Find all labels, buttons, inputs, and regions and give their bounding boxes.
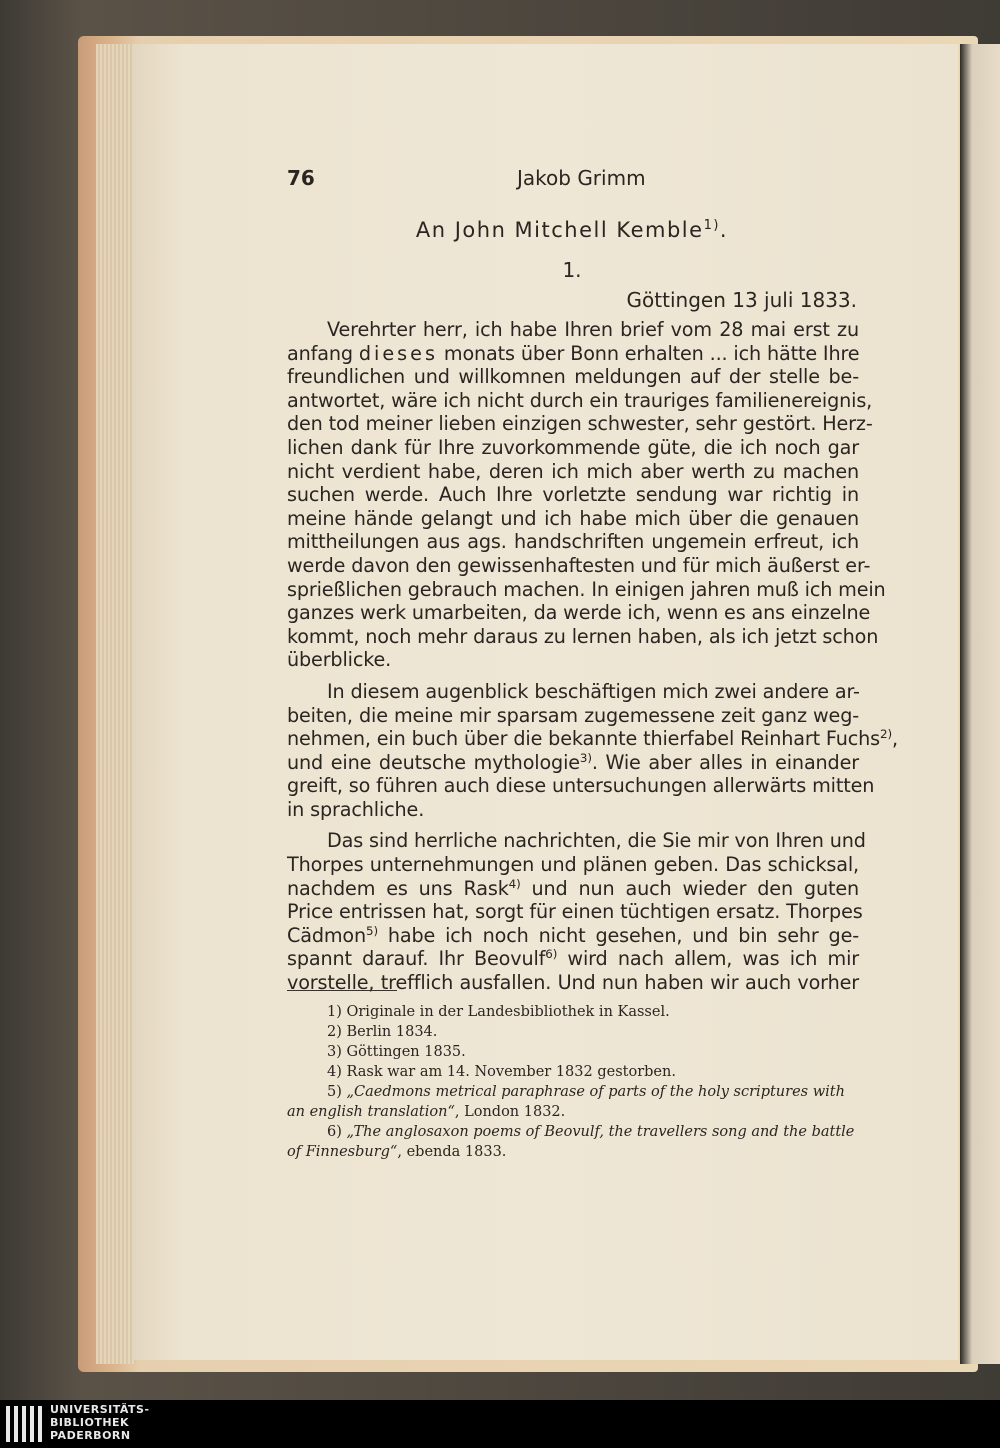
library-logo-line: PADERBORN <box>50 1429 131 1442</box>
footnote-6 <box>287 1122 859 1142</box>
running-head <box>287 166 857 196</box>
library-logo-text <box>50 1403 150 1442</box>
text-line: freundlichen und willkomnen meldungen auf der stelle be- <box>287 365 859 389</box>
footnote-ref-4: 4) <box>508 876 521 891</box>
text-line: nicht verdient habe, deren ich mich aber werth zu machen <box>287 459 859 483</box>
text-line: Price entrissen hat, sorgt für einen tüchtigen ersatz. Thorpes <box>287 900 863 924</box>
footnote-ref-1: 1) <box>703 218 720 234</box>
footnote-title: of Finnesburg“ <box>287 1144 398 1160</box>
footnote-title: „The anglosaxon poems of Beovulf, the travellers song and the battle <box>346 1124 855 1140</box>
footnote-5 <box>287 1082 859 1102</box>
text-line <box>287 726 898 751</box>
footnote-ref-5: 5) <box>366 923 378 938</box>
text-segment: und eine deutsche mythologie <box>287 750 580 774</box>
text-segment: monats über Bonn erhalten ... ich hätte Ihre <box>443 341 860 365</box>
text-line: werde davon den gewissenhaftesten und für mich äußerst er- <box>287 553 871 577</box>
text-line: Verehrter herr, ich habe Ihren brief vom 28 mai erst zu <box>327 318 859 341</box>
text-line: sprießlichen gebrauch machen. In einigen jahren muß ich mein <box>287 577 886 601</box>
letter-title-text: An John Mitchell Kemble <box>415 218 704 242</box>
library-logo-icon <box>6 1406 44 1442</box>
text-line: suchen werde. Auch Ihre vorletzte sendung war richtig in <box>287 483 859 507</box>
library-logo-line: UNIVERSITÄTS- <box>50 1403 150 1416</box>
dateline: Göttingen 13 juli 1833. <box>626 288 857 312</box>
library-footer-bar <box>0 1400 1000 1448</box>
text-segment: nachdem es uns Rask <box>287 876 509 900</box>
footnote-ref-6: 6) <box>545 947 558 962</box>
footnote-ref-3: 3) <box>579 750 592 765</box>
text-line: mittheilungen aus ags. handschriften ungemein erfreut, ich <box>287 530 859 554</box>
emphasized-word: dieses <box>358 341 438 365</box>
text-line: den tod meiner lieben einzigen schwester, sehr gestört. Herz- <box>287 412 873 436</box>
footnote-1: 1) Originale in der Landesbibliothek in Kassel. <box>327 1004 670 1020</box>
running-head-author: Jakob Grimm <box>517 166 646 190</box>
paragraph-3 <box>287 829 866 995</box>
footnotes <box>287 1002 859 1162</box>
footnote-2: 2) Berlin 1834. <box>327 1024 438 1040</box>
footnote-6-continued <box>287 1142 859 1162</box>
footnote-title: „Caedmons metrical paraphrase of parts of the holy scriptures with <box>346 1084 845 1100</box>
paragraph-1 <box>287 318 886 672</box>
text-line: überblicke. <box>287 648 392 672</box>
text-line: Das sind herrliche nachrichten, die Sie mir von Ihren und <box>327 829 866 853</box>
facing-page-edge <box>960 44 1000 1364</box>
text-line: beiten, die meine mir sparsam zugemessene zeit ganz weg- <box>287 703 859 727</box>
text-segment: wird nach allem, was ich mir <box>557 947 859 971</box>
text-line: vorstelle, trefflich ausfallen. Und nun haben wir auch vorher <box>287 971 859 995</box>
footnote-divider <box>287 990 397 991</box>
text-line: antwortet, wäre ich nicht durch ein trauriges familienereignis, <box>287 388 873 412</box>
footnote-3: 3) Göttingen 1835. <box>327 1044 466 1060</box>
text-line: lichen dank für Ihre zuvorkommende güte, die ich noch gar <box>287 435 859 459</box>
text-segment: , <box>891 727 898 751</box>
text-segment: . Wie aber alles in einander <box>591 750 859 774</box>
text-line: ganzes werk umarbeiten, da werde ich, wenn es ans einzelne <box>287 601 871 625</box>
text-segment: und nun auch wieder den guten <box>520 876 859 900</box>
footnote-mark: 5) <box>327 1084 347 1100</box>
footnote-text: , London 1832. <box>454 1104 566 1120</box>
text-line: In diesem augenblick beschäftigen mich zwei andere ar- <box>327 679 860 703</box>
text-line <box>287 342 859 366</box>
text-segment: anfang <box>287 341 353 365</box>
footnote-ref-2: 2) <box>880 726 892 741</box>
text-line: meine hände gelangt und ich habe mich über die genauen <box>287 506 859 530</box>
text-line: in sprachliche. <box>287 797 425 821</box>
letter-body <box>287 318 898 1003</box>
letter-title <box>287 218 857 242</box>
footnote-5-continued <box>287 1102 859 1122</box>
text-line: greift, so führen auch diese untersuchungen allerwärts mitten <box>287 774 875 798</box>
footnote-text: , ebenda 1833. <box>397 1144 507 1160</box>
library-logo-line: BIBLIOTHEK <box>50 1416 130 1429</box>
page-number: 76 <box>287 166 315 190</box>
footnote-4: 4) Rask war am 14. November 1832 gestorben. <box>327 1064 676 1080</box>
text-segment: Cädmon <box>287 923 367 947</box>
page-stack <box>96 44 136 1364</box>
text-segment: spannt darauf. Ihr Beovulf <box>287 947 546 971</box>
letter-title-end: . <box>719 218 729 242</box>
text-line <box>287 751 859 775</box>
text-segment: habe ich noch nicht gesehen, und bin sehr ge- <box>377 923 859 947</box>
text-line <box>287 877 859 901</box>
text-line <box>287 924 859 948</box>
text-line: kommt, noch mehr daraus zu lernen haben, als ich jetzt schon <box>287 624 879 648</box>
text-line <box>287 947 859 971</box>
paragraph-2 <box>287 679 898 822</box>
text-line: Thorpes unternehmungen und plänen geben. Das schicksal, <box>287 853 859 877</box>
footnote-title: an english translation“ <box>287 1104 455 1120</box>
letter-number: 1. <box>562 258 582 282</box>
text-segment: nehmen, ein buch über die bekannte thierfabel Reinhart Fuchs <box>287 727 881 751</box>
footnote-mark: 6) <box>327 1124 347 1140</box>
